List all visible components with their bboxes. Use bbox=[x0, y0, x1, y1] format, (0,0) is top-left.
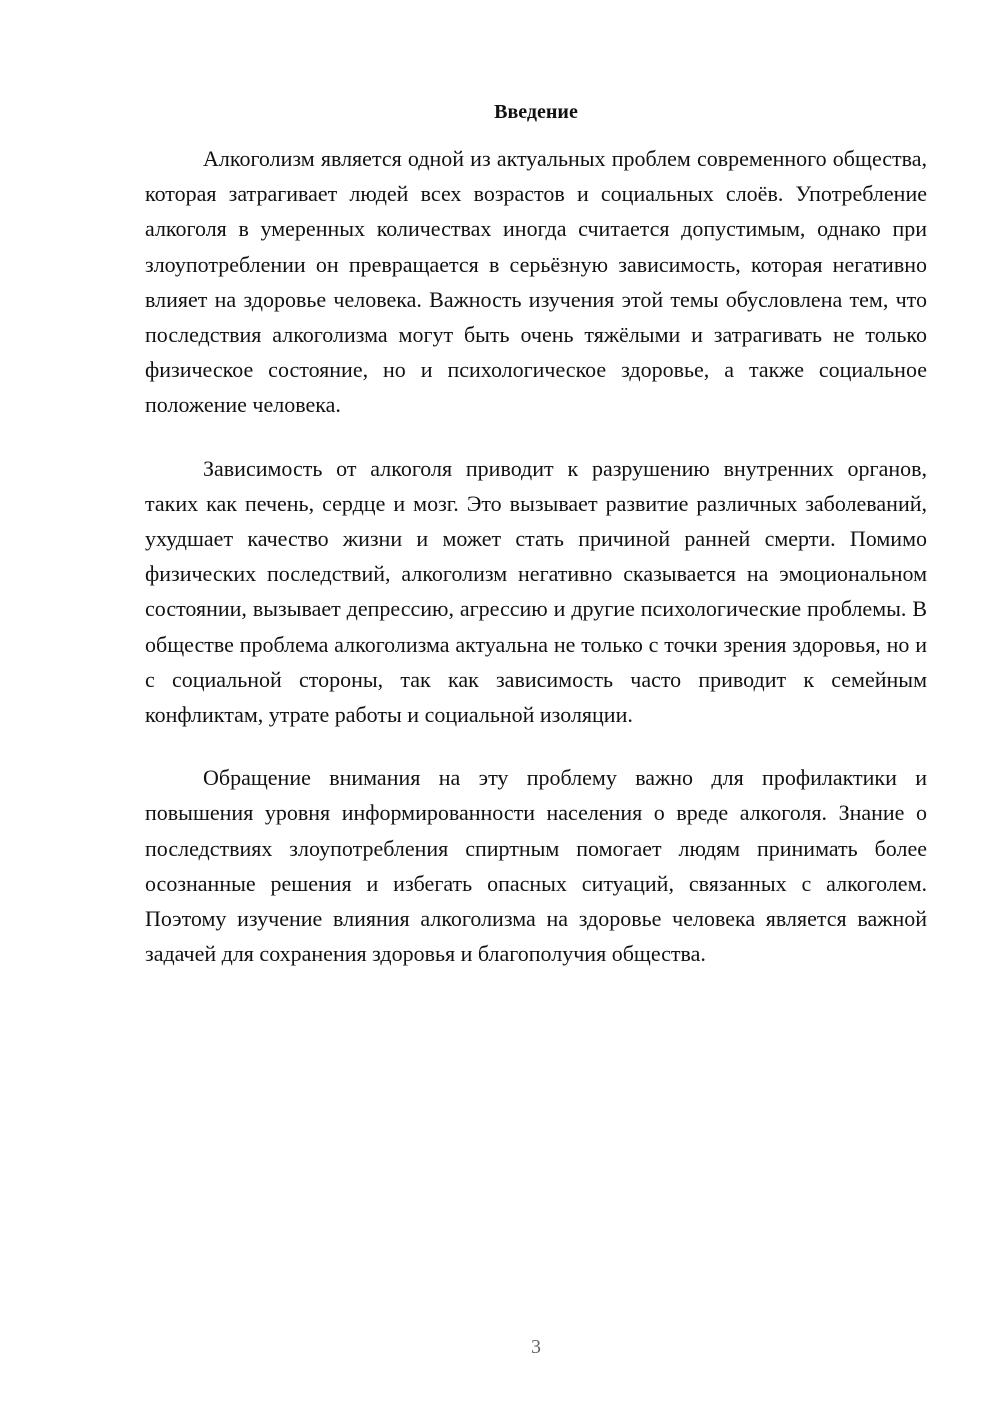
body-text bbox=[145, 141, 927, 999]
paragraph-1: Алкоголизм является одной из актуальных проблем современного общества, которая затрагивает людей всех возрастов и социальных слоёв. Употребление алкоголя в умеренных количествах иногда считается допустимым, однако при злоупотреблении он превращается в серьёзную зависимость, которая негативно влияет на здоровье человека. Важность изучения этой темы обусловлена тем, что последствия алкоголизма могут быть очень тяжёлыми и затрагивать не только физическое состояние, но и психологическое здоровье, а также социальное положение человека. bbox=[145, 146, 927, 418]
page-number: 3 bbox=[531, 1336, 541, 1358]
section-title: Введение bbox=[494, 101, 578, 123]
paragraph-3: Обращение внимания на эту проблему важно для профилактики и повышения уровня информированности населения о вреде алкоголя. Знание о последствиях злоупотребления спиртным помогает людям принимать более осознанные решения и избегать опасных ситуаций, связанных с алкоголем. Поэтому изучение влияния алкоголизма на здоровье человека является важной задачей для сохранения здоровья и благополучия общества. bbox=[145, 765, 927, 967]
paragraph-2: Зависимость от алкоголя приводит к разрушению внутренних органов, таких как печень, сердце и мозг. Это вызывает развитие различных заболеваний, ухудшает качество жизни и может стать причиной ранней смерти. Помимо физических последствий, алкоголизм негативно сказывается на эмоциональном состоянии, вызывает депрессию, агрессию и другие психологические проблемы. В обществе проблема алкоголизма актуальна не только с точки зрения здоровья, но и с социальной стороны, так как зависимость часто приводит к семейным конфликтам, утрате работы и социальной изоляции. bbox=[145, 455, 927, 728]
